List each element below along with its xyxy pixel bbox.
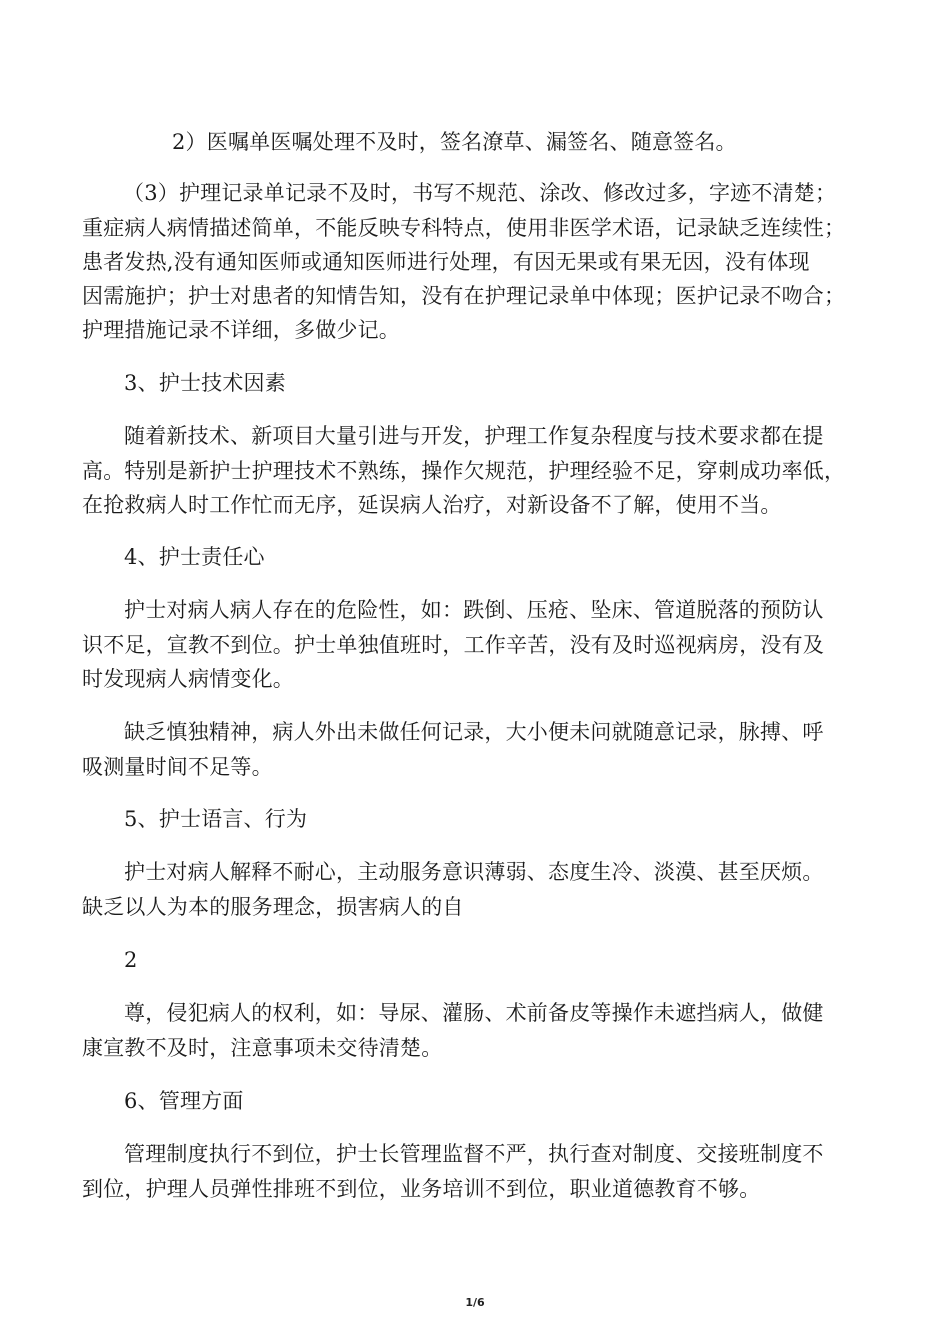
text-line: 护理措施记录不详细，多做少记。 — [82, 318, 400, 342]
text-line: 识不足，宣教不到位。护士单独值班时，工作辛苦，没有及时巡视病房，没有及 — [82, 633, 824, 657]
text-line: 在抢救病人时工作忙而无序，延误病人治疗，对新设备不了解，使用不当。 — [82, 493, 782, 517]
text-line: 护士对病人病人存在的危险性，如：跌倒、压疮、坠床、管道脱落的预防认 — [124, 598, 824, 622]
section-heading: 6、管理方面 — [124, 1089, 244, 1113]
text-line: （3）护理记录单记录不及时，书写不规范、涂改、修改过多，字迹不清楚； — [123, 181, 837, 205]
text-line: 尊，侵犯病人的权利，如：导尿、灌肠、术前备皮等操作未遮挡病人，做健 — [124, 1001, 824, 1025]
page-number: 1/6 — [465, 1296, 485, 1309]
section-heading: 5、护士语言、行为 — [124, 807, 308, 831]
text-line: 管理制度执行不到位，护士长管理监督不严，执行查对制度、交接班制度不 — [124, 1142, 824, 1166]
text-line: 随着新技术、新项目大量引进与开发，护理工作复杂程度与技术要求都在提 — [124, 424, 824, 448]
text-line: 患者发热,没有通知医师或通知医师进行处理，有因无果或有果无因，没有体现 — [82, 250, 810, 274]
inline-page-marker: 2 — [124, 948, 138, 972]
text-line: 2）医嘱单医嘱处理不及时，签名潦草、漏签名、随意签名。 — [172, 130, 737, 154]
text-line: 高。特别是新护士护理技术不熟练，操作欠规范，护理经验不足，穿刺成功率低， — [82, 459, 846, 483]
text-line: 重症病人病情描述简单，不能反映专科特点，使用非医学术语，记录缺乏连续性； — [82, 216, 846, 240]
section-heading: 4、护士责任心 — [124, 545, 265, 569]
text-line: 护士对病人解释不耐心，主动服务意识薄弱、态度生冷、淡漠、甚至厌烦。 — [124, 860, 824, 884]
section-heading: 3、护士技术因素 — [124, 371, 286, 395]
text-line: 缺乏慎独精神，病人外出未做任何记录，大小便未问就随意记录，脉搏、呼 — [124, 720, 824, 744]
text-line: 时发现病人病情变化。 — [82, 667, 294, 691]
text-line: 因需施护；护士对患者的知情告知，没有在护理记录单中体现；医护记录不吻合； — [82, 284, 846, 308]
text-line: 康宣教不及时，注意事项未交待清楚。 — [82, 1036, 443, 1060]
text-line: 到位，护理人员弹性排班不到位，业务培训不到位，职业道德教育不够。 — [82, 1177, 761, 1201]
text-line: 吸测量时间不足等。 — [82, 755, 273, 779]
text-line: 缺乏以人为本的服务理念，损害病人的自 — [82, 895, 464, 919]
